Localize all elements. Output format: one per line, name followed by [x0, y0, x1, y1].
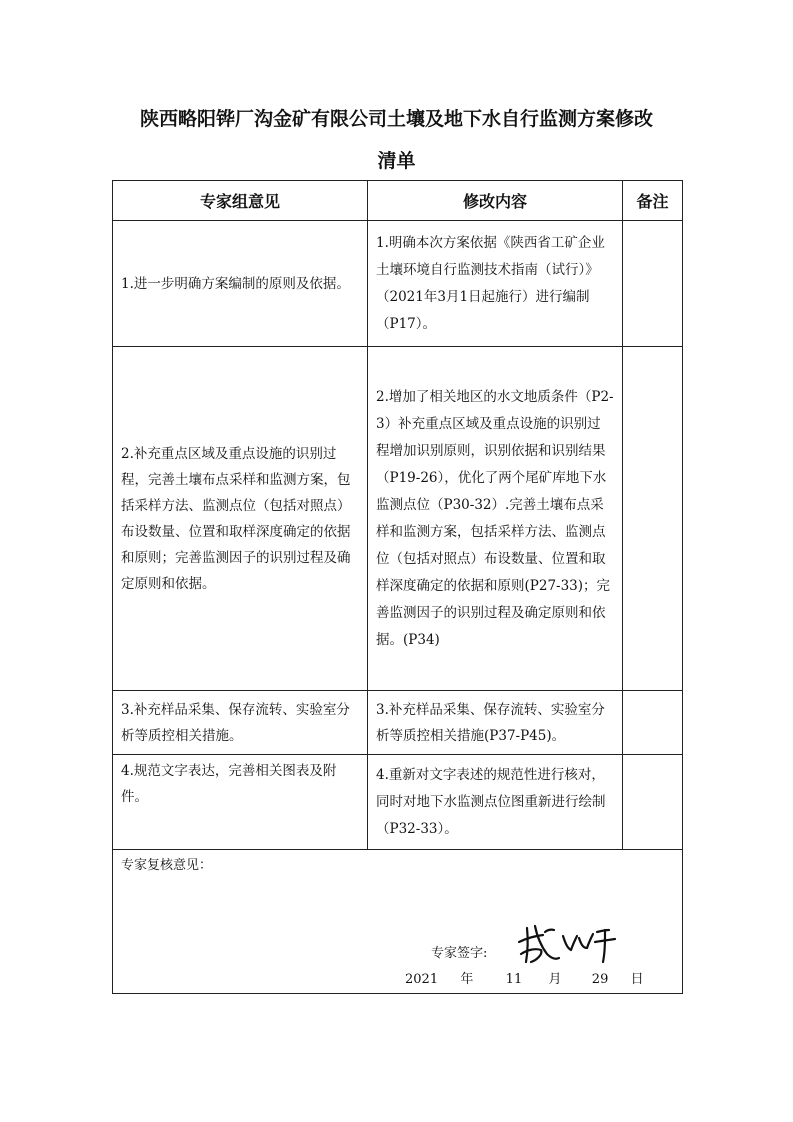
opinion-cell	[113, 755, 368, 850]
opinion-text: 2.补充重点区域及重点设施的识别过程，完善土壤布点采样和监测方案，包括采样方法、监测点位（包括对照点）布设数量、位置和取样深度确定的依据和原则；完善监测因子的识别过程及确定原则和依据。	[121, 445, 351, 592]
opinion-cell	[113, 691, 368, 755]
date-year: 2021	[405, 972, 439, 987]
content-text: 2.增加了相关地区的水文地质条件（P2-3）补充重点区域及重点设施的识别过程增加识别原则，识别依据和识别结果（P19-26），优化了两个尾矿库地下水监测点位（P30-32）.完善土壤布点采样和监测方案，包括采样方法、监测点位（包括对照点）布设数量、位置和取样深度确定的依据和原则(P27-33)；完善监测因子的识别过程及确定原则和依据。(P34)	[376, 388, 614, 648]
header-content: 修改内容	[368, 181, 623, 221]
content-text: 3.补充样品采集、保存流转、实验室分析等质控相关措施(P37-P45)。	[376, 701, 605, 744]
date-month-unit: 月	[548, 972, 562, 987]
handwritten-signature	[513, 920, 623, 970]
opinion-cell	[113, 221, 368, 347]
remark-cell	[623, 347, 683, 691]
remark-cell	[623, 221, 683, 347]
date-year-unit: 年	[460, 972, 474, 987]
table-row	[113, 755, 683, 850]
content-cell	[368, 755, 623, 850]
opinion-text: 4.规范文字表达，完善相关图表及附件。	[121, 763, 337, 805]
content-cell	[368, 347, 623, 691]
content-text: 1.明确本次方案依据《陕西省工矿企业土壤环境自行监测技术指南（试行）》（2021年3月1日起施行）进行编制（P17）。	[376, 234, 605, 332]
opinion-cell	[113, 347, 368, 691]
review-date	[405, 968, 644, 987]
review-label: 专家复核意见：	[121, 858, 213, 873]
content-text: 4.重新对文字表述的规范性进行核对，同时对地下水监测点位图重新进行绘制（P32-33）。	[376, 766, 606, 837]
table-row	[113, 347, 683, 691]
date-day: 29	[591, 972, 609, 987]
remark-cell	[623, 755, 683, 850]
header-opinion: 专家组意见	[113, 181, 368, 221]
opinion-text: 1.进一步明确方案编制的原则及依据。	[121, 275, 350, 292]
content-cell	[368, 221, 623, 347]
document-title-continued: 清单	[377, 150, 416, 172]
date-day-unit: 日	[630, 972, 644, 987]
document-title: 陕西略阳铧厂沟金矿有限公司土壤及地下水自行监测方案修改	[139, 108, 653, 130]
header-row	[113, 181, 683, 221]
review-cell	[113, 850, 683, 994]
remark-cell	[623, 691, 683, 755]
table-row	[113, 691, 683, 755]
header-remark: 备注	[623, 181, 683, 221]
opinion-text: 3.补充样品采集、保存流转、实验室分析等质控相关措施。	[121, 701, 350, 744]
date-month: 11	[505, 972, 523, 987]
revision-table	[112, 180, 683, 994]
content-cell	[368, 691, 623, 755]
table-row	[113, 221, 683, 347]
review-row	[113, 850, 683, 994]
signature-label: 专家签字:	[431, 946, 488, 961]
